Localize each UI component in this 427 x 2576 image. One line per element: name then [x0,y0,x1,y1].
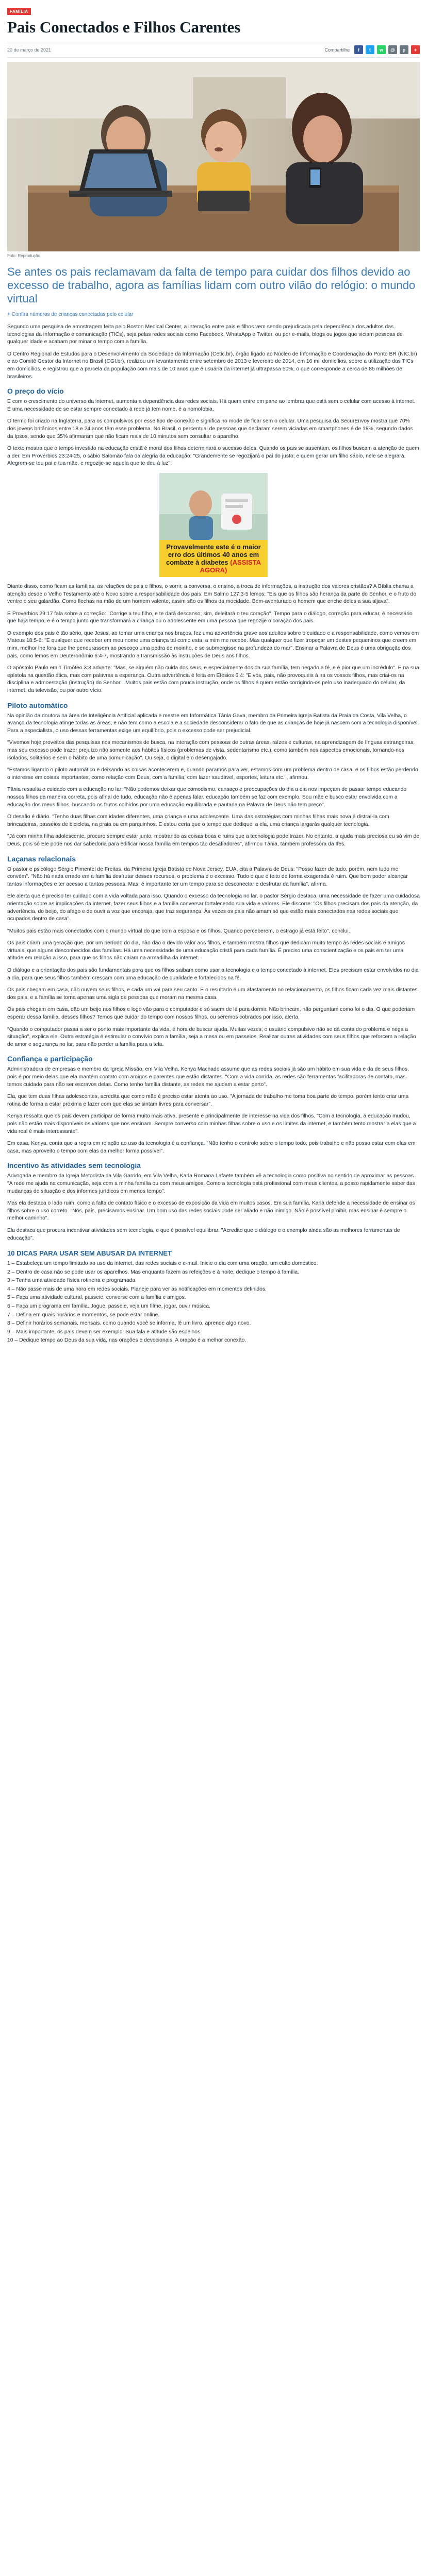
body-paragraph: Os pais chegam em casa, não ouvem seus filhos, e cada um vai para seu canto. E o resultado é um afastamento no relacionamento, os filhos ficam cada vez mais distantes dos pais, e a família se torna apenas uma sigla de pessoas que moram na mesma casa. [7,987,418,1001]
body-paragraph: O diálogo e a orientação dos pais são fundamentais para que os filhos saibam como usar a tecnologia e o tempo conectado à internet. Eles precisam estar envolvidos no dia a dia, para que seus filhos também cresçam com uma educação de qualidade e fortalecidos na fé. [7,968,419,981]
body-paragraph: E Provérbios 29:17 fala sobre a correção: "Corrige a teu filho, e te dará descanso; sim, deleitará o teu coração". Tempo para o diálogo, correção para educar, é necessário que haja tempo, e é o tempo junto que transformará a criança ou o adolescente em uma pessoa que regozije o coração dos pais. [7,611,413,624]
body-paragraph: "Estamos ligando o piloto automático e deixando as coisas acontecerem e, quando paramos para ver, estamos com um problema dentro de casa, e os filhos estão perdendo o interesse em coisas importantes, como relação com Deus, com a família, com lazer saudável, esportes, leitura etc.", afirmou. [7,767,418,781]
photo-caption: Foto: Reprodução [7,253,41,258]
section-heading-piloto-automatico: Piloto automático [7,701,68,709]
ad-text[interactable] [159,540,268,577]
body-paragraph: Ela destaca que procura incentivar atividades sem tecnologia, e que é possível equilibrar. "Acredito que o diálogo e o exemplo ainda são as melhores ferramentas de educação". [7,1227,400,1241]
ad-callout[interactable] [159,473,268,577]
whatsapp-share-button[interactable]: w [377,45,386,54]
section-4-paragraphs [7,1066,420,1155]
tip-item: 3 – Tenha uma atividade física rotineira e programada. [7,1278,137,1284]
related-link[interactable] [7,312,420,317]
body-paragraph: E com o crescimento do universo da internet, aumenta a dependência das redes sociais. Há quem entre em pane ao lembrar que está sem o celular com acesso à internet. É uma necessidade de se estar sempre conectado à rede já tem nome, é a nomofobia. [7,399,416,412]
section-1-paragraphs [7,398,420,468]
tip-item: 2 – Dentro de casa não se pode usar os aparelhos. Mas enquanto fazem as refeições e à noite, dedique o tempo à família. [7,1269,300,1275]
body-paragraph: O Centro Regional de Estudos para o Desenvolvimento da Sociedade da Informação (Cetic.br), órgão ligado ao Núcleo de Informação e Coordenação do Ponto BR (NIC.br) e ao Comitê Gestor da Internet no Brasil (CGI.br), realizou um levantamento entre setembro de 2013 e fevereiro de 2014, em 16 mil domicílios, sobre a utilização das TICs em domicílios, e registrou que a parcela da população com mais de 10 anos que é usuária da internet já ultrapassa 50%, o que corresponde a cerca de 85 milhões de brasileiros. [7,351,417,380]
intro-paragraphs [7,324,420,381]
tip-item: 5 – Faça uma atividade cultural, passeie, converse com a família e amigos. [7,1295,186,1301]
facebook-share-button[interactable]: f [354,45,363,54]
section-heading-confianca: Confiança e participação [7,1055,93,1063]
body-paragraph: Segundo uma pesquisa de amostragem feita pelo Boston Medical Center, a interação entre pais e filhos vem sendo prejudicada pela dependência dos adultos das tecnologias da informação e comunicação (TICs), seja pelas redes sociais como Facebook, WhatsApp e Twitter, ou por e-mails, blogs ou jogos que viciam pessoas de qualquer idade e acabam por minar o tempo com a família. [7,324,403,345]
publish-date: 20 de março de 2021 [7,47,52,53]
body-paragraph: Advogada e membro da Igreja Metodista da Vila Garrido, em Vila Velha, Karla Romana Lafaete também vê a tecnologia como positiva no sentido de aproximar as pessoas. "A rede me ajuda na comunicação, seja com a minha família ou com meus amigos. Como a tecnologia está profissional com meus clientes, a posso rapidamente saber das mudanças de situação e dos informes jurídicos em menos tempo". [7,1173,415,1194]
body-paragraph: O texto mostra que o tempo investido na educação cristã é moral dos filhos determinará o sucesso deles. Quando os pais se ausentam, os filhos buscam a atenção de quem a der. Em Provérbios 23:24-25, o sábio Salomão fala da alegria da educação: "Grandemente se regozijará o pai do justo; e quem gerar um filho sábio, nele se alegrará. Alegrem-se teu pai e tua mãe, e regozije-se aquela que te deu à luz". [7,446,419,467]
share-label: Compartilhe [324,47,350,53]
ad-image[interactable] [159,473,268,540]
print-share-button[interactable]: p [400,45,408,54]
tips-list [7,1260,420,1345]
section-2-paragraphs [7,713,420,849]
body-paragraph: Os pais criam uma geração que, por um período do dia, não dão o devido valor aos filhos, e também mostra filhos que dedicam muito tempo às redes sociais e amigos virtuais, que alguns desconhecidos das famílias. Há uma necessidade de uma educação cristã para cada família. É preciso uma conscientização e os pais em ter uma atitude em relação a isso, para que os filhos não caiam na armadilha da internet. [7,940,405,961]
body-paragraph: O pastor e psicólogo Sérgio Pimentel de Freitas, da Primeira Igreja Batista de Nova Jersey, EUA, cita a Palavra de Deus: "Posso fazer de tudo, porém, nem tudo me convém". "Não há nada errado em a família desfrutar desses recursos, o problema é o excesso. Tudo o que é feito de forma exagerada é ruim. Que bom poder alcançar tantas informações e ter acesso a tantas pessoas. Mas, é importante ter um tempo para se desconectar e desfrutar da família", afirma. [7,866,408,887]
tips-title: 10 DICAS PARA USAR SEM ABUSAR DA INTERNET [7,1249,172,1258]
ad-watch-now[interactable]: (ASSISTA AGORA) [200,558,261,574]
body-paragraph: "Já com minha filha adolescente, procuro sempre estar junto, mostrando as coisas boas e ruins que a tecnologia pode trazer. No entanto, a ajuda mais preciosa eu só vim de Deus, pois só Ele pode nos dar sabedoria para edificar nossa família em tempos tão desafiadores", afirmou Tânia, também professora da Ifes. [7,834,420,847]
body-paragraph: Ele alerta que é preciso ter cuidado com a vida voltada para isso. Quando o excesso da tecnologia no lar, o pastor Sérgio destaca, uma necessidade de fazer uma cuidadosa orientação sobre as implicações da internet, fazer seus filhos e a família conversar fortalecendo sua vida e valores. Ele discorre: "Os filhos precisam dos pais da atenção, da advertência, do beijo, do afago e de ouvir a voz que encoraja, que traz segurança. Às vezes os pais não amam só que estão mais conectados nas redes sociais que ocupados dentro de casa". [7,893,420,922]
scripture-paragraphs [7,583,420,695]
body-paragraph: "Quando o computador passa a ser o ponto mais importante da vida, é hora de buscar ajuda. Muitas vezes, o usuário compulsivo não se dá conta do problema e nega a situação", explica ele. Outra estratégia é estimular o convívio com a família, seja a mesa ou em passeios. Realizar outras atividades com seus filhos que reforcem a relação de amor e segurança no lar, para não perder a família para a tela. [7,1026,416,1047]
section-3b-paragraphs [7,940,420,1048]
body-paragraph: "Vivemos hoje proveitos das pesquisas nos mecanismos de busca, na interação com pessoas de outras áreas, raízes e culturas, na aprendizagem de línguas estrangeiras, mas seu excesso pode trazer prejuízo não somente aos hábitos físicos (problemas de vista, sedentarismo etc.), como também nos aspectos emocionais, tornando-nos isolados, solitários e sem o hábito de uma comunicação". Ou seja, o digital e o desengajado. [7,740,415,761]
article-title: Pais Conectados e Filhos Carentes [7,18,241,36]
body-paragraph: Tânia ressalta o cuidado com a educação no lar: "Não podemos deixar que comodismo, cansaço e preocupações do dia a dia nos impeçam de passar tempo educando nossos filhos da maneira correta, pois afinal de tudo, educação não é apenas falar, educação também se faz com exemplo. Sou mãe e busco estar envolvida com a educação dos meus filhos, buscando os frutos colhidos por uma educação equilibrada e pautada na Palavra de Deus não tem preço". [7,787,407,808]
body-paragraph: O apóstolo Paulo em 1 Timóteo 3:8 adverte: "Mas, se alguém não cuida dos seus, e especialmente dos da sua família, tem negado a fé, e é pior que um incrédulo". E na sua epístola na questão ética, mas com palavras a esperança. Outra advertência é feita em Efésios 6:4: "E vós, pais, não provoqueis à ira os vossos filhos, mas criai-os na disciplina e admoestação (instrução) do Senhor". Muitos pais estão com pouca instrução, onde os filhos é quem estão corrigindo-os pelo uso inadequado do celular, da internet, da televisão, ou por outro vício. [7,665,419,694]
tip-item: 4 – Não passe mais de uma hora em redes sociais. Planeje para ver as notificações em momentos definidos. [7,1286,267,1292]
section-heading-preco-do-vicio: O preço do vício [7,387,64,396]
body-paragraph: Kenya ressalta que os pais devem participar de forma muito mais ativa, presente e principalmente de interesse na vida dos filhos. "Com a tecnologia, a educação mudou, pois não estão mais disponíveis os valores que nos ensinam. Sempre converso com minhas filhas sobre o uso e os limites da internet, e também tento mostrar a elas que a vida real é mais interessante". [7,1113,416,1134]
body-paragraph: O exemplo dos pais é tão sério, que Jesus, ao tomar uma criança nos braços, fez uma advertência grave aos adultos sobre o cuidado e a responsabilidade, como vemos em Mateus 18:5-6: "E qualquer que receber em meu nome uma criança tal como esta, a mim me recebe. Mas qualquer que fizer tropeçar um destes pequeninos que creem em mim, melhor lhe fora que lhe pendurassem ao pescoço uma pedra de moinho, e se submergisse na profundeza do mar". Ensinar a Palavra de Deus é uma obrigação dos pais, como lemos em Deuteronômio 6:4-7, mostrando a transmissão às instruções de Deus aos filhos. [7,630,419,659]
section-5-paragraphs [7,1173,420,1242]
body-paragraph: Mas ela destaca o lado ruim, como a falta de contato físico e o excesso de exposição da vida em muitos casos. Em sua família, Karla defende a necessidade de ensinar os filhos sobre o uso correto. "Nós, pais, precisamos ensinar. Um bom uso das redes sociais pode ser aliado e não inimigo. Não é possível proibir, mas ensinar é sempre o melhor caminho". [7,1200,415,1222]
related-link-text[interactable]: Confira números de crianças conectadas pelo celular [11,312,134,317]
tip-item: 6 – Faça um programa em família. Jogue, passeie, veja um filme, jogar, ouvir música. [7,1303,210,1310]
ad-photo [159,473,268,540]
family-using-devices-photo [7,62,420,251]
tip-item: 7 – Defina em quais horários e momentos, se pode estar online. [7,1312,160,1318]
category-tag[interactable]: FAMÍLIA [7,8,31,15]
share-bar [324,45,420,54]
section-3-paragraphs [7,866,420,936]
body-paragraph: Ela, que tem duas filhas adolescentes, acredita que como mãe é preciso estar atenta ao uso. "A jornada de trabalho me toma boa parte do tempo, porém tento criar uma rotina de forma a estar próxima e fazer com que elas se sintam livres para conversar". [7,1094,409,1107]
body-paragraph: "Muitos pais estão mais conectados com o mundo virtual do que com a esposa e os filhos. Quando perceberem, o estrago já está feito", conclui. [7,928,350,934]
link-share-button[interactable]: + [411,45,420,54]
body-paragraph: Os pais chegam em casa, dão um beijo nos filhos e logo vão para o computador e só saem de lá para dormir. Não brincam, não perguntam como foi o dia. O que poderiam esperar dessa família, desses filhos? Temos que cuidar do tempo com nossos filhos, ou seremos cobrados por isso, alerta. [7,1007,415,1021]
body-paragraph: O termo foi criado na Inglaterra, para os compulsivos por esse tipo de conexão e significa no mode de ficar sem o celular. Uma pesquisa da SecurEnvoy mostra que 70% dos jovens britânicos entre 18 e 24 anos têm esse problema. No Brasil, o percentual de pessoas que declaram serem viciadas em smartphones é de 18%, segundo dados da Ipsos, sendo que 35% afirmaram que não ficam mais de 10 minutos sem consultar o aparelho. [7,418,413,439]
article-lead: Se antes os pais reclamavam da falta de tempo para cuidar dos filhos devido ao excesso de trabalho, agora as famílias lidam com outro vilão do relógio: o mundo virtual [7,265,416,305]
tip-item: 8 – Definir horários semanais, mensais, como quando você se informa, lê um livro, aprende algo novo. [7,1320,251,1327]
section-heading-lacunas-relacionais: Laçanas relacionais [7,854,76,863]
tip-item: 9 – Mais importante, os pais devem ser exemplo. Sua fala e atitude são espelhos. [7,1329,202,1335]
body-paragraph: Administradora de empresas e membro da Igreja Missão, em Vila Velha, Kenya Machado assume que as redes sociais já são um hábito em sua vida e da de seus filhos, pois é por meio delas que ela mantém contato com amigos e parentes que estão distantes. "Com a vida corrida, as redes são ferramentas facilitadoras de contato, mas temos cuidado para não ser escravos delas. Como tenho família distante, as redes me ajudam a estar perto". [7,1066,409,1088]
tip-item: 1 – Estabeleça um tempo limitado ao uso da internet, das redes sociais e e-mail. Inicie o dia com uma oração, um culto doméstico. [7,1261,318,1267]
tip-item: 10 – Dedique tempo ao Deus da sua vida, nas orações e devocionais. A oração é a melhor conexão. [7,1337,247,1344]
meta-row [7,42,420,58]
related-prefix: + [7,312,10,317]
ad-headline: Provavelmente este é o maior erro dos últimos 40 anos em combate à diabetes [166,543,261,566]
share-buttons [354,45,420,54]
body-paragraph: Na opinião da doutora na área de Inteligência Artificial aplicada e mestre em Informática Tânia Gava, membro da Primeira Igreja Batista da Praia da Costa, Vila Velha, o avanço da tecnologia atinge todas as áreas, e não tem como a escola e a sociedade desconsiderar o fato de que as crianças de hoje já nascem com a tecnologia disponível. Para a especialista, o uso dessas ferramentas exige um equilíbrio, pois o excesso pode ser prejudicial. [7,713,419,734]
section-heading-incentivo: Incentivo às atividades sem tecnologia [7,1161,141,1170]
body-paragraph: O desafio é diário. "Tenho duas filhas com idades diferentes, uma criança e uma adolescente. Uma das estratégias com minhas filhas mais nova é distraí-la com brincadeiras, passeios de bicicleta, na praia ou em parquinhos. E estou certa que o tempo que dediquei a ela, uma criança largarás qualquer tecnologia. [7,814,389,827]
email-share-button[interactable]: @ [388,45,397,54]
twitter-share-button[interactable]: t [366,45,374,54]
body-paragraph: Diante disso, como ficam as famílias, as relações de pais e filhos, o sorrir, a conversa, o ensino, a troca de informações, a instrução dos valores cristãos? A Bíblia chama a atenção desde o Velho Testamento até o Novo sobre a responsabilidade dos pais. Em Salmo 127:3-5 lemos: "Eis que os filhos são herança da parte do Senhor, e o fruto do ventre o seu galardão. Como flechas na mão de um homem valente, assim são os filhos da mocidade. Bem-aventurado o homem que enche deles a sua aljava". [7,583,417,605]
hero-image [7,62,420,251]
body-paragraph: Em casa, Kenya, conta que a regra em relação ao uso da tecnologia é a confiança. "Não tenho o controle sobre o tempo todo, pois trabalho e não posso estar com elas em casa, mas aproveito o tempo com elas da melhor forma possível". [7,1141,416,1154]
